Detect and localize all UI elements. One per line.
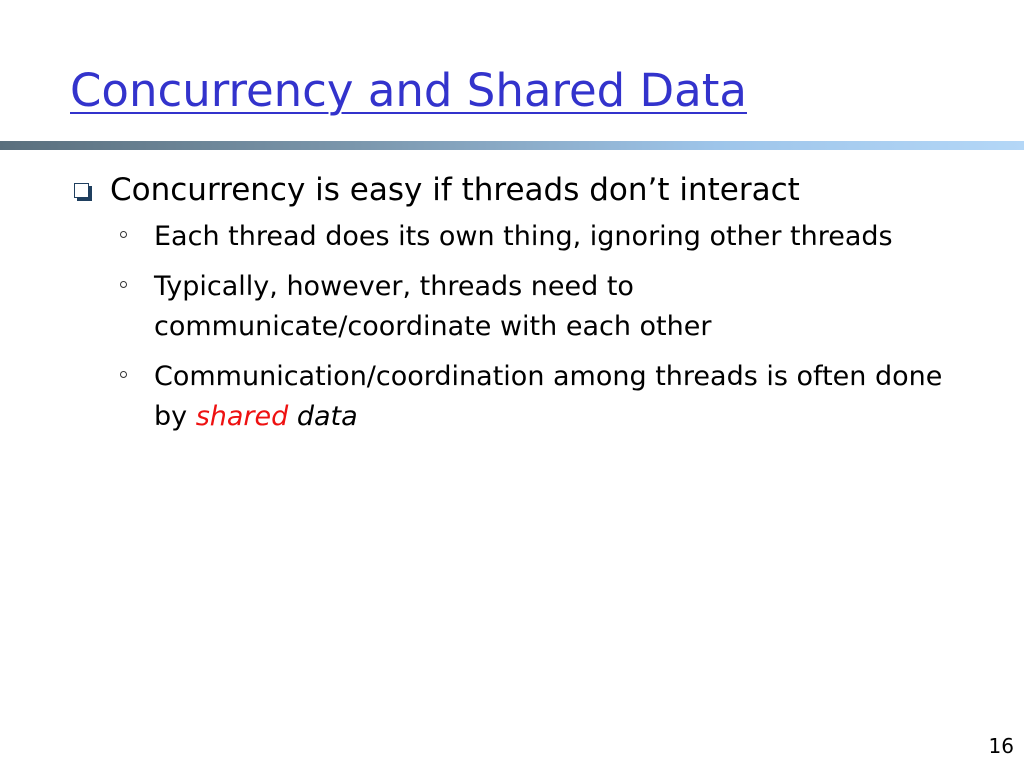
circle-icon — [120, 231, 127, 238]
bullet-level1-text: Concurrency is easy if threads don’t interact — [110, 172, 800, 208]
sub-bullet — [154, 357, 950, 437]
word-space — [288, 401, 297, 432]
sub-bullet-text: Typically, however, threads need to communicate/coordinate with each other — [154, 271, 712, 342]
sub-bullet-text: Each thread does its own thing, ignoring other threads — [154, 221, 893, 252]
bullet-level1 — [70, 168, 950, 213]
title-divider — [0, 141, 1024, 150]
checkbox-icon — [74, 183, 89, 198]
emphasis-shared: shared — [195, 401, 289, 432]
sub-bullet — [154, 267, 950, 347]
slide-content — [70, 168, 950, 447]
emphasis-data: data — [296, 401, 358, 432]
sub-bullet — [154, 217, 950, 257]
sub-bullet-text: Communication/coordination among threads is often done by — [154, 361, 943, 432]
circle-icon — [120, 281, 127, 288]
page-number: 16 — [988, 734, 1014, 758]
sub-bullet-list — [70, 217, 950, 437]
slide-title: Concurrency and Shared Data — [70, 64, 747, 117]
circle-icon — [120, 371, 127, 378]
